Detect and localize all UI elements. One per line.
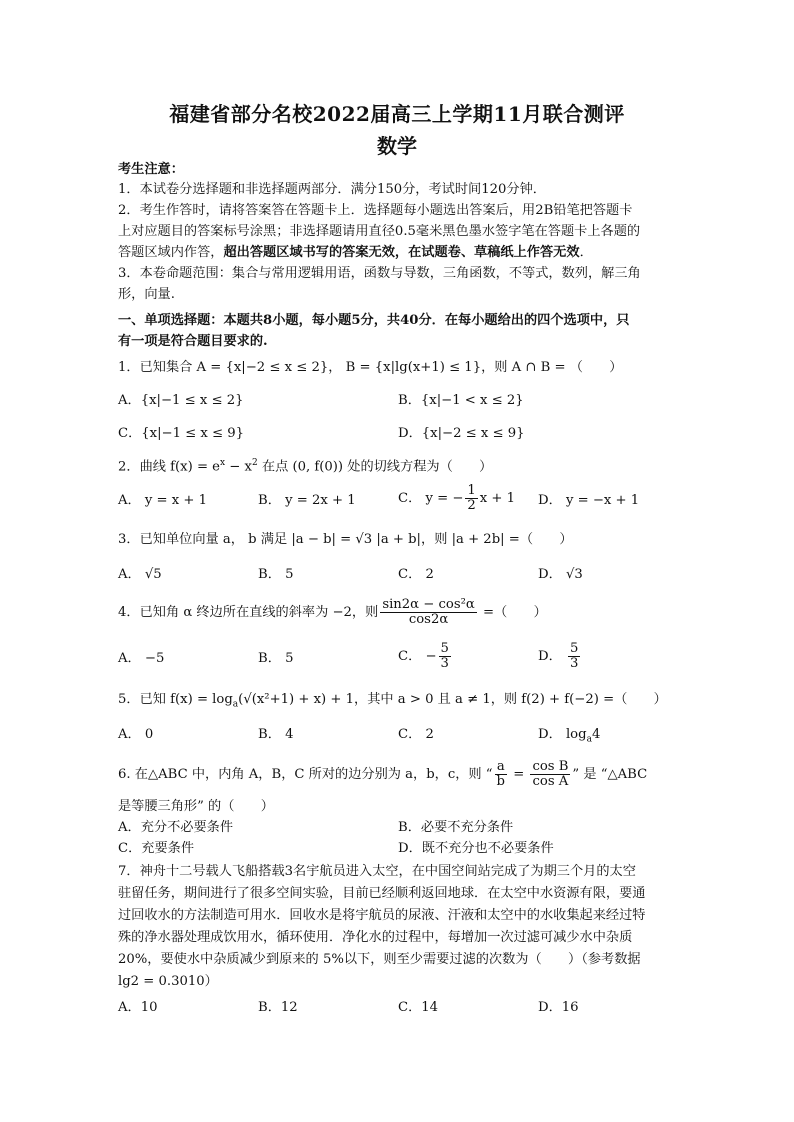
notice-item-2-end: [118, 243, 678, 262]
q1-option-c: C．{x|−1 ≤ x ≤ 9}: [118, 426, 245, 441]
q7-line-4: 殊的净水器处理成饮用水，循环使用．净化水的过程中，每增加一次过滤可减少水中杂质: [118, 930, 633, 945]
q6-option-b: B．必要不充分条件: [398, 820, 514, 835]
page-title: 福建省部分名校2022届高三上学期11月联合测评: [169, 102, 625, 126]
q5-option-a: A． 0: [118, 727, 154, 742]
q7-line-3: 过回收水的方法制造可用水．回收水是将宇航员的尿液、汗液和太空中的水收集起来经过特: [118, 908, 646, 923]
q1-option-b: B．{x|−1 < x ≤ 2}: [398, 393, 524, 408]
fraction-denominator: cos A: [532, 774, 569, 789]
notice-heading: 考生注意：: [118, 162, 184, 177]
q1-option-d: D．{x|−2 ≤ x ≤ 9}: [398, 426, 525, 441]
q4-option-d-label: D．: [538, 649, 566, 664]
q4-option-d: [538, 642, 582, 671]
q5-option-d-tail: 4: [591, 727, 601, 742]
q2-option-c-label: C． y = −: [398, 491, 464, 506]
q2-exp-2: 2: [251, 458, 258, 468]
q7-line-6: lg2 = 0.3010）: [118, 974, 218, 989]
notice-item-3-cont: 形，向量.: [118, 287, 175, 302]
q5-stem-part: (√(x²+1) + x) + 1，其中 a > 0 且 a ≠ 1，则 f(2) + f(−2) =（ ）: [238, 692, 667, 707]
section-heading-cont: 有一项是符合题目要求的.: [118, 334, 268, 349]
q7-line-2: 驻留任务，期间进行了很多空间实验，目前已经顺利返回地球．在太空中水资源有限，要通: [118, 886, 646, 901]
q2-option-d: D． y = −x + 1: [538, 493, 640, 508]
section-heading: 一、单项选择题：本题共8小题，每小题5分，共40分．在每小题给出的四个选项中，只: [118, 313, 630, 328]
q6-option-a: A．充分不必要条件: [118, 820, 234, 835]
q4-option-c-fraction: [439, 642, 451, 671]
q7-line-1: 7．神舟十二号载人飞船搭载3名宇航员进入太空，在中国空间站完成了为期三个月的太空: [118, 864, 636, 879]
q3-option-d: D． √3: [538, 567, 583, 582]
q3-option-c: C． 2: [398, 567, 434, 582]
q5-log-base: a: [232, 699, 239, 710]
fraction-numerator: a: [495, 760, 507, 775]
q5-stem-part: 5．已知 f(x) = log: [118, 692, 233, 707]
q4-stem-part: =（ ）: [478, 605, 547, 620]
fraction-numerator: 5: [569, 641, 579, 656]
fraction-denominator: 3: [440, 656, 449, 671]
q4-option-d-fraction: [568, 642, 580, 671]
q2-option-c-fraction: [465, 484, 477, 513]
subject-title: 数学: [377, 134, 417, 158]
q4-option-c-label: C． −: [398, 649, 437, 664]
notice-item-2: 2．考生作答时，请将答案答在答题卡上．选择题每小题选出答案后，用2B铅笔把答题卡: [118, 203, 633, 218]
q2-stem-part: 在点 (0, f(0)) 处的切线方程为（ ）: [257, 459, 493, 475]
q7-line-5: 20%，要使水中杂质减少到原来的 5%以下，则至少需要过滤的次数为（ ）（参考数据: [118, 952, 641, 967]
q6-stem: [118, 760, 678, 789]
q2-stem-part: − x: [225, 459, 252, 475]
q3-option-b: B． 5: [258, 567, 294, 582]
q6-option-c: C．充要条件: [118, 841, 195, 856]
q4-stem: [118, 598, 678, 627]
q2-stem-part: 2．曲线 f(x) = e: [118, 459, 220, 475]
q5-stem: [118, 690, 678, 715]
q6-equals: =: [509, 767, 529, 782]
q2-option-c: [398, 484, 515, 513]
q6-stem-part: 6. 在△ABC 中，内角 A，B，C 所对的边分别为 a，b，c，则 “: [118, 767, 493, 782]
q7-option-c: C．14: [398, 1000, 439, 1015]
q6-fraction-left: [495, 760, 507, 789]
notice-item-1: 1．本试卷分选择题和非选择题两部分．满分150分，考试时间120分钟．: [118, 182, 546, 197]
q4-stem-part: 4．已知角 α 终边所在直线的斜率为 −2，则: [118, 605, 379, 620]
fraction-numerator: sin2α − cos²α: [382, 597, 475, 612]
q5-option-d-base: a: [586, 734, 592, 745]
fraction-denominator: 3: [569, 656, 579, 671]
notice-bold-warning: 超出答题区域书写的答案无效，在试题卷、草稿纸上作答无效: [223, 245, 580, 260]
q2-option-b: B． y = 2x + 1: [258, 493, 356, 508]
notice-text: 答题区域内作答，: [118, 245, 224, 260]
fraction-numerator: 1: [467, 483, 476, 498]
q6-option-d: D．既不充分也不必要条件: [398, 841, 554, 856]
q1-stem: 1．已知集合 A = {x|−2 ≤ x ≤ 2}， B = {x|lg(x+1) ≤ 1}，则 A ∩ B = （ ）: [118, 360, 623, 375]
notice-item-3: 3．本卷命题范围：集合与常用逻辑用语，函数与导数，三角函数，不等式，数列，解三角: [118, 266, 641, 281]
q6-stem-cont: 是等腰三角形” 的（ ）: [118, 799, 274, 814]
q2-stem: [118, 454, 678, 476]
q2-option-a: A． y = x + 1: [118, 493, 208, 508]
fraction-numerator: cos B: [532, 759, 569, 774]
q6-fraction-right: [530, 760, 570, 789]
fraction-denominator: b: [496, 774, 505, 789]
notice-item-2-cont: 上对应题目的答案标号涂黑；非选择题请用直径0.5毫米黑色墨水签字笔在答题卡上各题的: [118, 224, 641, 239]
q5-option-d-label: D． log: [538, 727, 587, 742]
q5-option-d: [538, 725, 600, 750]
q7-option-d: D．16: [538, 1000, 579, 1015]
q6-stem-part: ” 是 “△ABC: [572, 767, 648, 782]
fraction-denominator: cos2α: [408, 612, 449, 627]
q4-option-b: B． 5: [258, 651, 294, 666]
q2-exp-x: x: [220, 458, 226, 468]
q4-option-a: A． −5: [118, 651, 165, 666]
q1-option-a: A．{x|−1 ≤ x ≤ 2}: [118, 393, 244, 408]
fraction-numerator: 5: [440, 641, 449, 656]
q4-option-c: [398, 642, 453, 671]
q3-option-a: A． √5: [118, 567, 162, 582]
q3-stem: 3．已知单位向量 a， b 满足 |a − b| = √3 |a + b|，则 |a + 2b| =（ ）: [118, 532, 573, 547]
q5-option-c: C． 2: [398, 727, 434, 742]
q5-option-b: B． 4: [258, 727, 294, 742]
notice-period: ．: [579, 245, 593, 260]
q4-fraction: [380, 598, 477, 627]
q2-option-c-tail: x + 1: [479, 491, 516, 506]
q7-option-b: B．12: [258, 1000, 298, 1015]
q7-option-a: A．10: [118, 1000, 158, 1015]
fraction-denominator: 2: [467, 498, 476, 513]
